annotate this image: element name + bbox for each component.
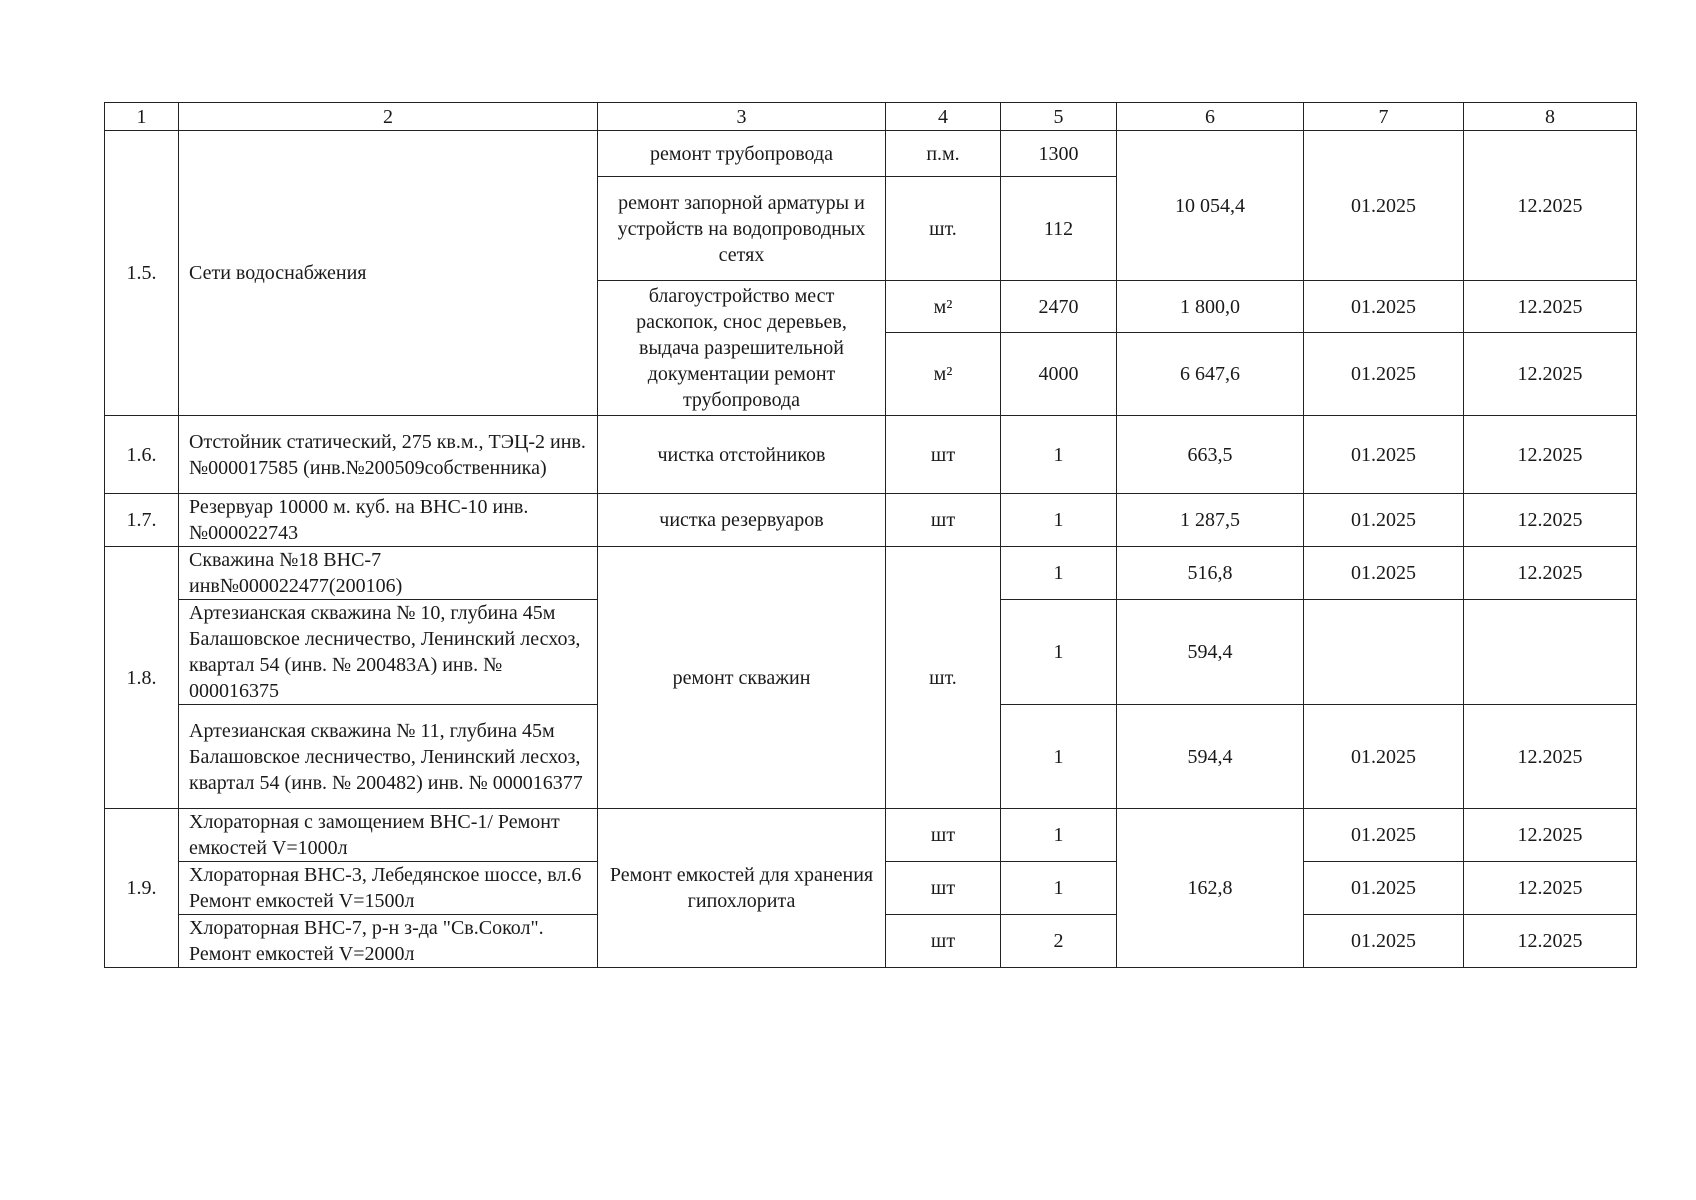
start-date-cell: 01.2025 xyxy=(1304,281,1464,333)
start-date-cell: 01.2025 xyxy=(1304,333,1464,416)
column-number-1: 1 xyxy=(105,103,179,131)
column-number-7: 7 xyxy=(1304,103,1464,131)
qty-cell: 1 xyxy=(1001,600,1117,705)
end-date-cell: 12.2025 xyxy=(1464,494,1637,547)
end-date-cell: 12.2025 xyxy=(1464,862,1637,915)
cost-cell: 6 647,6 xyxy=(1117,333,1304,416)
table-row xyxy=(105,809,1637,862)
qty-cell: 1 xyxy=(1001,862,1117,915)
table-row xyxy=(105,416,1637,494)
start-date-cell: 01.2025 xyxy=(1304,494,1464,547)
column-number-6: 6 xyxy=(1117,103,1304,131)
item-number: 1.7. xyxy=(105,494,179,547)
object-cell: Отстойник статический, 275 кв.м., ТЭЦ-2 инв.№000017585 (инв.№200509собственника) xyxy=(179,416,598,494)
unit-cell: шт xyxy=(886,494,1001,547)
item-number: 1.9. xyxy=(105,809,179,968)
start-date-cell: 01.2025 xyxy=(1304,915,1464,968)
object-cell: Артезианская скважина № 11, глубина 45м Балашовское лесничество, Ленинский лесхоз, квартал 54 (инв. № 200482) инв. № 000016377 xyxy=(179,705,598,809)
end-date-cell: 12.2025 xyxy=(1464,131,1637,281)
object-cell: Артезианская скважина № 10, глубина 45м Балашовское лесничество, Ленинский лесхоз, квартал 54 (инв. № 200483А) инв. № 000016375 xyxy=(179,600,598,705)
unit-cell: м² xyxy=(886,281,1001,333)
object-cell: Хлораторная с замощением ВНС-1/ Ремонт емкостей V=1000л xyxy=(179,809,598,862)
column-number-8: 8 xyxy=(1464,103,1637,131)
qty-cell: 1 xyxy=(1001,809,1117,862)
qty-cell: 112 xyxy=(1001,177,1117,281)
cost-cell: 516,8 xyxy=(1117,547,1304,600)
cost-cell: 1 287,5 xyxy=(1117,494,1304,547)
start-date-cell: 01.2025 xyxy=(1304,131,1464,281)
start-date-cell: 01.2025 xyxy=(1304,705,1464,809)
cost-cell: 663,5 xyxy=(1117,416,1304,494)
object-cell: Хлораторная ВНС-7, р-н з-да "Св.Сокол". Ремонт емкостей V=2000л xyxy=(179,915,598,968)
table-row xyxy=(105,494,1637,547)
start-date-cell xyxy=(1304,600,1464,705)
object-cell: Сети водоснабжения xyxy=(179,131,598,416)
work-cell: благоустройство мест раскопок, снос деревьев, выдача разрешительной документации ремонт трубопровода xyxy=(598,281,886,416)
column-number-3: 3 xyxy=(598,103,886,131)
table-row xyxy=(105,131,1637,177)
qty-cell: 1300 xyxy=(1001,131,1117,177)
qty-cell: 1 xyxy=(1001,416,1117,494)
item-number: 1.5. xyxy=(105,131,179,416)
table-row xyxy=(105,547,1637,600)
work-cell: чистка резервуаров xyxy=(598,494,886,547)
work-cell: ремонт запорной арматуры и устройств на водопроводных сетях xyxy=(598,177,886,281)
cost-cell: 10 054,4 xyxy=(1117,131,1304,281)
object-cell: Скважина №18 ВНС-7 инв№000022477(200106) xyxy=(179,547,598,600)
column-number-5: 5 xyxy=(1001,103,1117,131)
cost-cell: 594,4 xyxy=(1117,600,1304,705)
work-cell: ремонт скважин xyxy=(598,547,886,809)
end-date-cell xyxy=(1464,600,1637,705)
unit-cell: м² xyxy=(886,333,1001,416)
start-date-cell: 01.2025 xyxy=(1304,862,1464,915)
column-number-header-row xyxy=(105,103,1637,131)
column-number-2: 2 xyxy=(179,103,598,131)
work-cell: Ремонт емкостей для хранения гипохлорита xyxy=(598,809,886,968)
qty-cell: 1 xyxy=(1001,494,1117,547)
cost-cell: 162,8 xyxy=(1117,809,1304,968)
unit-cell: шт xyxy=(886,862,1001,915)
works-table xyxy=(104,102,1637,968)
object-cell: Хлораторная ВНС-3, Лебедянское шоссе, вл.6 Ремонт емкостей V=1500л xyxy=(179,862,598,915)
qty-cell: 2 xyxy=(1001,915,1117,968)
start-date-cell: 01.2025 xyxy=(1304,809,1464,862)
end-date-cell: 12.2025 xyxy=(1464,416,1637,494)
cost-cell: 1 800,0 xyxy=(1117,281,1304,333)
item-number: 1.6. xyxy=(105,416,179,494)
end-date-cell: 12.2025 xyxy=(1464,705,1637,809)
end-date-cell: 12.2025 xyxy=(1464,333,1637,416)
unit-cell: шт xyxy=(886,416,1001,494)
start-date-cell: 01.2025 xyxy=(1304,547,1464,600)
end-date-cell: 12.2025 xyxy=(1464,809,1637,862)
work-cell: ремонт трубопровода xyxy=(598,131,886,177)
unit-cell: шт. xyxy=(886,547,1001,809)
item-number: 1.8. xyxy=(105,547,179,809)
unit-cell: шт xyxy=(886,809,1001,862)
start-date-cell: 01.2025 xyxy=(1304,416,1464,494)
qty-cell: 1 xyxy=(1001,547,1117,600)
end-date-cell: 12.2025 xyxy=(1464,281,1637,333)
qty-cell: 4000 xyxy=(1001,333,1117,416)
unit-cell: шт. xyxy=(886,177,1001,281)
qty-cell: 1 xyxy=(1001,705,1117,809)
object-cell: Резервуар 10000 м. куб. на ВНС-10 инв.№000022743 xyxy=(179,494,598,547)
cost-cell: 594,4 xyxy=(1117,705,1304,809)
end-date-cell: 12.2025 xyxy=(1464,915,1637,968)
qty-cell: 2470 xyxy=(1001,281,1117,333)
column-number-4: 4 xyxy=(886,103,1001,131)
work-cell: чистка отстойников xyxy=(598,416,886,494)
unit-cell: п.м. xyxy=(886,131,1001,177)
unit-cell: шт xyxy=(886,915,1001,968)
end-date-cell: 12.2025 xyxy=(1464,547,1637,600)
